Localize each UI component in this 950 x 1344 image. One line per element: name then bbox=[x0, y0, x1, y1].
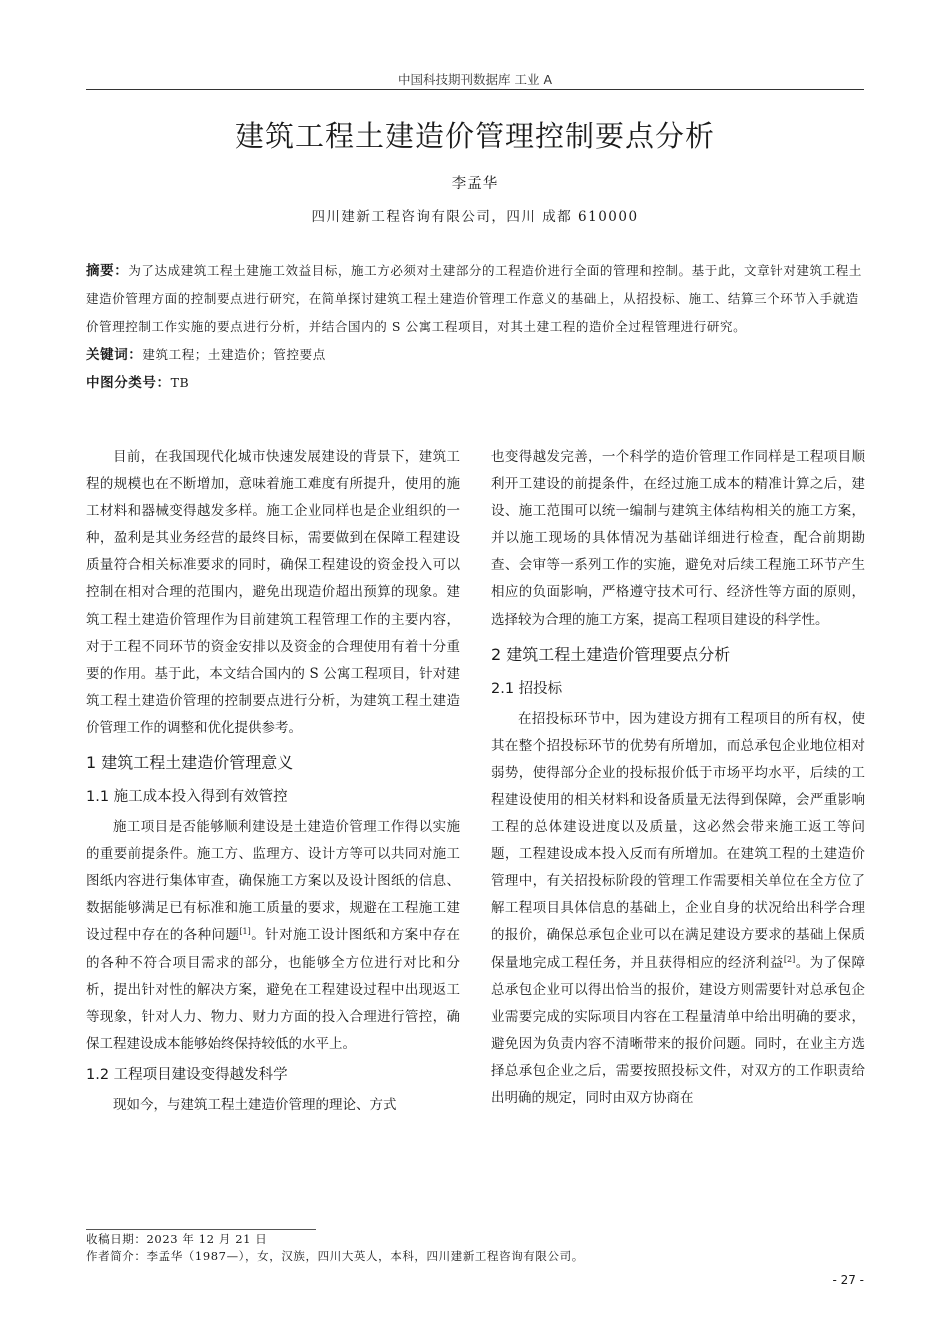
keywords-label: 关键词： bbox=[86, 347, 143, 363]
clc-text: TB bbox=[170, 375, 190, 390]
keywords bbox=[86, 341, 864, 369]
section-1-2-paragraph-start: 现如今，与建筑工程土建造价管理的理论、方式 bbox=[113, 1096, 397, 1113]
left-column bbox=[86, 444, 460, 1119]
footnote-rule bbox=[86, 1229, 316, 1230]
section-1-1-paragraph bbox=[86, 814, 460, 1058]
abstract-label: 摘要： bbox=[86, 263, 129, 279]
section-1-heading: 1 建筑工程土建造价管理意义 bbox=[86, 753, 294, 773]
section-2-heading: 2 建筑工程土建造价管理要点分析 bbox=[491, 644, 731, 664]
citation-1: [1] bbox=[239, 927, 251, 937]
abstract bbox=[86, 257, 864, 341]
intro-paragraph: 目前，在我国现代化城市快速发展建设的背景下，建筑工程的规模也在不断增加，意味着施工难度有所提升，使用的施工材料和器械变得越发多样。施工企业同样也是企业组织的一种，盈利是其业务经营的最终目标，需要做到在保障工程建设质量符合相关标准要求的同时，确保工程建设的资金投入可以控制在相对合理的范围内，避免出现造价超出预算的现象。建筑工程土建造价管理作为目前建筑工程管理工作的主要内容，对于工程不同环节的资金安排以及资金的合理使用有着十分重要的作用。基于此，本文结合国内的 S 公寓工程项目，针对建筑工程土建造价管理的控制要点进行分析，为建筑工程土建造价管理工作的调整和优化提供参考。 bbox=[86, 449, 460, 736]
section-2-1-paragraph bbox=[491, 706, 865, 1112]
abstract-text: 为了达成建筑工程土建施工效益目标，施工方必须对土建部分的工程造价进行全面的管理和控制。基于此，文章针对建筑工程土建造价管理方面的控制要点进行研究，在简单探讨建筑工程土建造价管理工作意义的基础上，从招投标、施工、结算三个环节入手就造价管理控制工作实施的要点进行分析，并结合国内的 S 公寓工程项目，对其土建工程的造价全过程管理进行研究。 bbox=[86, 263, 862, 334]
section-2-1-text-b: 。为了保障总承包企业可以得出恰当的报价，建设方则需要针对总承包企业需要完成的实际项目内容在工程量清单中给出明确的要求，避免因为负责内容不清晰带来的报价问题。同时，在业主方选择总承包企业之后，需要按照投标文件，对双方的工作职责给出明确的规定，同时由双方协商在 bbox=[491, 954, 866, 1106]
section-2-1-heading: 2.1 招投标 bbox=[491, 680, 563, 697]
author-bio: 作者简介：李孟华（1987—），女，汉族，四川大英人，本科，四川建新工程咨询有限公司。 bbox=[86, 1249, 584, 1263]
running-header: 中国科技期刊数据库 工业 A bbox=[398, 72, 552, 87]
section-1-2-paragraph-cont: 也变得越发完善，一个科学的造价管理工作同样是工程项目顺利开工建设的前提条件，在经过施工成本的精准计算之后，建设、施工范围可以统一编制与建筑主体结构相关的施工方案，并以施工现场的具体情况为基础详细进行检查，配合前期勘查、会审等一系列工作的实施，避免对后续工程施工环节产生相应的负面影响，严格遵守技术可行、经济性等方面的原则，选择较为合理的施工方案，提高工程项目建设的科学性。 bbox=[491, 449, 865, 628]
section-2-1-text-a: 在招投标环节中，因为建设方拥有工程项目的所有权，使其在整个招投标环节的优势有所增加，而总承包企业地位相对弱势，使得部分企业的投标报价低于市场平均水平，后续的工程建设使用的相关材料和设备质量无法得到保障，会严重影响工程的总体建设进度以及质量，这必然会带来施工返工等问题，工程建设成本投入反而有所增加。在建筑工程的土建造价管理中，有关招投标阶段的管理工作需要相关单位在全方位了解工程项目具体信息的基础上，企业自身的状况给出科学合理的报价，确保总承包企业可以在满足建设方要求的基础上保质保量地完成工程任务，并且获得相应的经济利益 bbox=[491, 710, 865, 971]
clc-label: 中图分类号： bbox=[86, 375, 171, 391]
section-1-1-text-a: 施工项目是否能够顺利建设是土建造价管理工作得以实施的重要前提条件。施工方、监理方、设计方等可以共同对施工图纸内容进行集体审查，确保施工方案以及设计图纸的信息、数据能够满足已有标准和施工质量的要求，规避在工程施工建设过程中存在的各种问题 bbox=[86, 819, 460, 944]
section-1-2-heading: 1.2 工程项目建设变得越发科学 bbox=[86, 1066, 288, 1083]
author-name: 李孟华 bbox=[451, 176, 499, 192]
classification bbox=[86, 369, 864, 397]
author-affiliation: 四川建新工程咨询有限公司，四川 成都 610000 bbox=[311, 209, 639, 225]
section-1-1-text-b: 。针对施工设计图纸和方案中存在的各种不符合项目需求的部分，也能够全方位进行对比和分析，提出针对性的解决方案，避免在工程建设过程中出现返工等现象，针对人力、物力、财力方面的投入合理进行管控，确保工程建设成本能够始终保持较低的水平上。 bbox=[86, 927, 461, 1052]
header-rule bbox=[86, 89, 864, 90]
page-number: - 27 - bbox=[832, 1273, 864, 1287]
keywords-text: 建筑工程；土建造价；管控要点 bbox=[142, 347, 326, 362]
abstract-block bbox=[86, 257, 864, 397]
paper-title: 建筑工程土建造价管理控制要点分析 bbox=[234, 119, 715, 153]
section-1-1-heading: 1.1 施工成本投入得到有效管控 bbox=[86, 789, 288, 806]
received-date: 收稿日期：2023 年 12 月 21 日 bbox=[86, 1232, 268, 1246]
right-column bbox=[491, 444, 865, 1112]
citation-2: [2] bbox=[783, 954, 796, 964]
footnotes bbox=[86, 1231, 864, 1265]
